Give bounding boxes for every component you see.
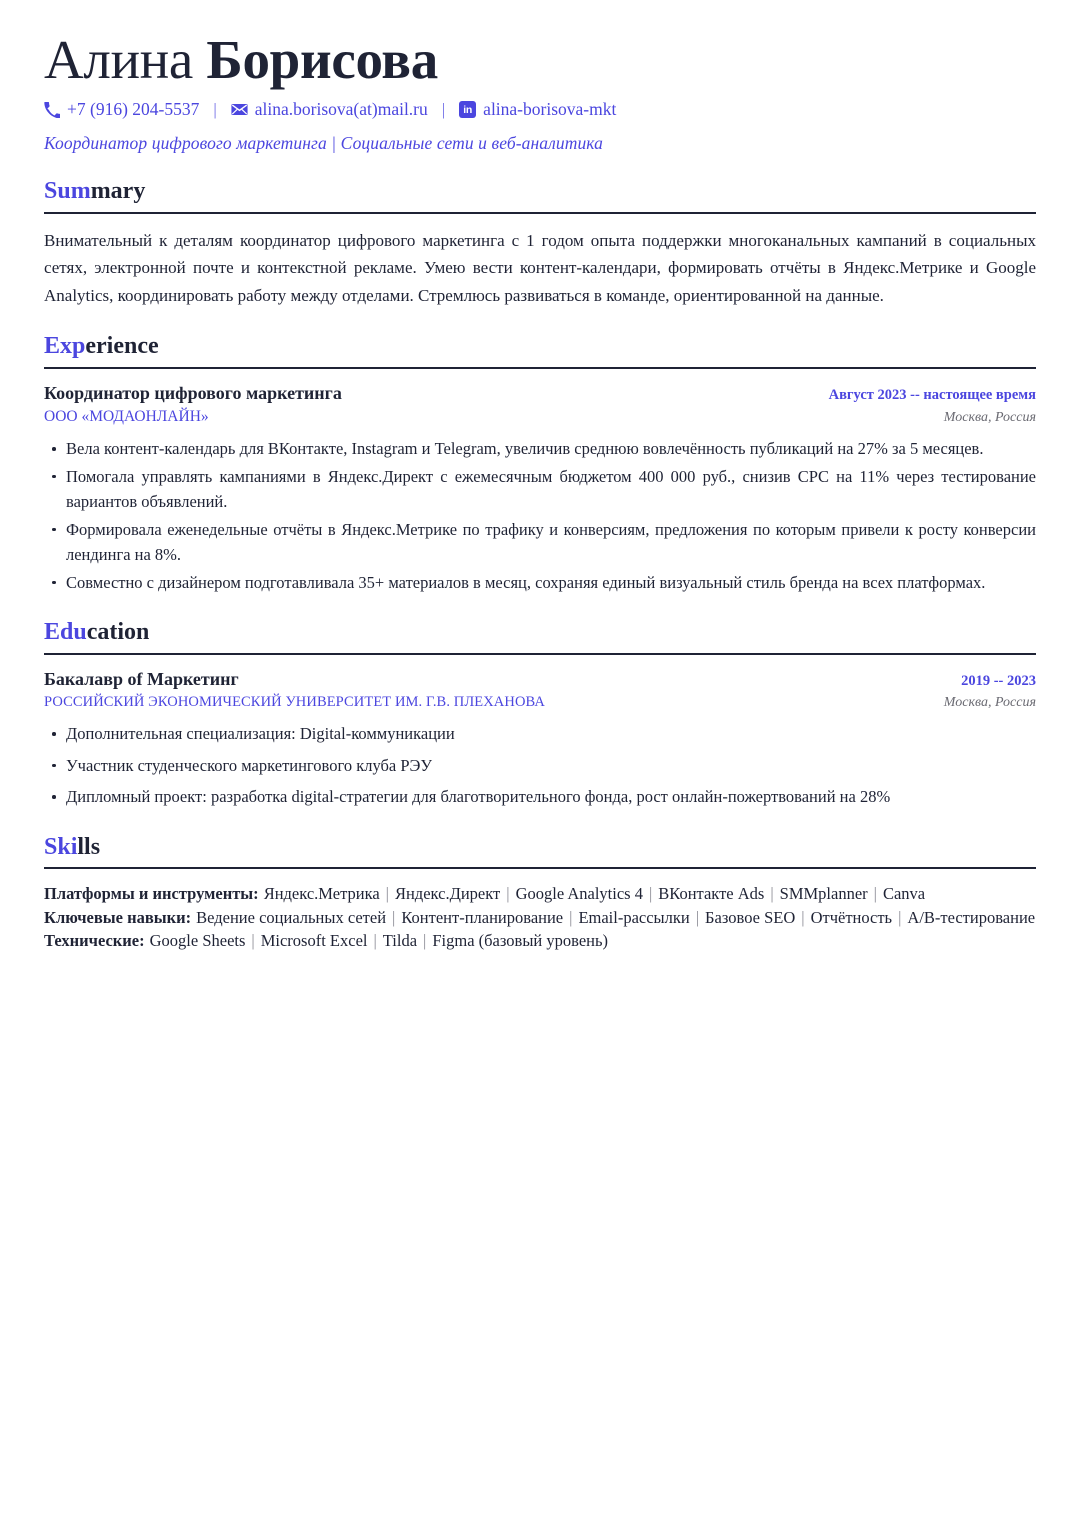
page-title: [44, 30, 1036, 89]
skill-item: Яндекс.Метрика: [263, 884, 380, 904]
section-rule: [44, 367, 1036, 369]
skill-item: Tilda: [382, 931, 418, 951]
envelope-icon: [231, 103, 248, 116]
skill-item: ВКонтакте Ads: [658, 884, 765, 904]
skill-separator: |: [423, 931, 427, 951]
section-rule: [44, 212, 1036, 214]
section-heading-education: [44, 619, 1036, 645]
first-name: Алина: [44, 29, 193, 90]
contact-separator: |: [213, 99, 217, 119]
skill-item: Google Analytics 4: [515, 884, 643, 904]
skill-items: [196, 908, 1035, 927]
list-item: Совместно с дизайнером подготавливала 35+ материалов в месяц, сохраняя единый визуальный стиль бренда на всех платформах.: [44, 570, 1036, 596]
skill-separator: |: [506, 884, 510, 904]
skill-item: A/B-тестирование: [907, 907, 1036, 927]
section-heading-experience: [44, 333, 1036, 359]
skills-list: [44, 882, 1036, 952]
company-name: ООО «МОДАОНЛАЙН»: [44, 408, 209, 426]
skill-item: Базовое SEO: [705, 907, 796, 927]
skill-separator: |: [385, 884, 389, 904]
skill-separator: |: [801, 907, 805, 927]
skill-item: Canva: [882, 884, 926, 904]
skill-group: [44, 882, 1036, 905]
summary-text: Внимательный к деталям координатор цифрового маркетинга с 1 годом опыта поддержки многоканальных кампаний в социальных сетях, электронной почте и контекстной рекламе. Умею вести контент-календари, формировать отчёты в Яндекс.Метрике и Google Analytics, координировать работу между отделами. Стремлюсь развиваться в команде, ориентированной на данные.: [44, 230, 1036, 305]
list-item: Дипломный проект: разработка digital-стратегии для благотворительного фонда, рост онлайн-пожертвований на 28%: [44, 784, 1036, 810]
degree-date-range: 2019 -- 2023: [961, 672, 1036, 689]
contact-phone[interactable]: [44, 99, 199, 120]
skill-item: Отчётность: [810, 907, 893, 927]
skill-separator: |: [251, 931, 255, 951]
job-title: Координатор цифрового маркетинга: [44, 382, 342, 403]
skill-item: Контент-планирование: [401, 907, 564, 927]
skill-separator: |: [392, 907, 396, 927]
heading-rest: cation: [86, 619, 150, 646]
linkedin-icon: in: [459, 101, 476, 118]
skill-item: SMMplanner: [779, 884, 868, 904]
skill-separator: |: [695, 907, 700, 927]
entry-subheader-row: [44, 693, 1036, 713]
contact-separator-2: |: [441, 99, 446, 119]
resume-header: [44, 30, 1036, 154]
skill-item: Microsoft Excel: [260, 931, 368, 951]
linkedin-handle: alina-borisova-mkt: [483, 99, 617, 120]
skill-items: [150, 931, 608, 950]
last-name: Борисова: [206, 29, 438, 90]
heading-highlight: Ski: [44, 833, 78, 860]
job-date-range: Август 2023 -- настоящее время: [828, 386, 1036, 403]
skill-item: Google Sheets: [149, 931, 246, 951]
skill-category-label: Технические:: [44, 931, 145, 951]
experience-entry: [44, 382, 1036, 596]
section-heading-skills: [44, 834, 1036, 860]
section-summary: [44, 178, 1036, 309]
education-bullet-list: [44, 721, 1036, 810]
entry-header-row: [44, 382, 1036, 405]
skill-item: Figma (базовый уровень): [432, 931, 608, 951]
section-education: [44, 619, 1036, 809]
skill-separator: |: [898, 907, 902, 927]
list-item: Участник студенческого маркетингового клуба РЭУ: [44, 753, 1036, 779]
section-skills: [44, 834, 1036, 953]
heading-rest: mary: [90, 178, 146, 205]
heading-highlight: Exp: [44, 333, 86, 360]
list-item: Формировала еженедельные отчёты в Яндекс.Метрике по трафику и конверсиям, предложения по которым привели к росту конверсии лендинга на 8%.: [44, 517, 1036, 568]
job-location: Москва, Россия: [943, 410, 1036, 426]
tagline: Координатор цифрового маркетинга | Социальные сети и веб-аналитика: [44, 133, 604, 154]
section-rule: [44, 867, 1036, 869]
skill-items: [264, 884, 925, 903]
section-experience: [44, 333, 1036, 595]
skill-separator: |: [648, 884, 653, 904]
skill-group: [44, 929, 1036, 952]
email-address: alina.borisova(at)mail.ru: [254, 99, 428, 120]
contact-row: [44, 99, 1036, 120]
entry-subheader-row: [44, 407, 1036, 428]
contact-email[interactable]: [231, 99, 428, 120]
list-item: Дополнительная специализация: Digital-коммуникации: [44, 721, 1036, 747]
institution-name: РОССИЙСКИЙ ЭКОНОМИЧЕСКИЙ УНИВЕРСИТЕТ ИМ. Г.В. ПЛЕХАНОВА: [44, 694, 545, 711]
phone-number: +7 (916) 204-5537: [67, 99, 200, 120]
list-item: Помогала управлять кампаниями в Яндекс.Директ с ежемесячным бюджетом 400 000 руб., снизив CPC на 11% через тестирование вариантов объявлений.: [44, 464, 1036, 515]
skill-separator: |: [873, 884, 877, 904]
contact-linkedin[interactable]: [459, 99, 616, 120]
skill-item: Яндекс.Директ: [394, 884, 501, 904]
skill-item: Ведение социальных сетей: [196, 907, 387, 927]
degree-title: Бакалавр of Маркетинг: [44, 668, 239, 689]
heading-rest: lls: [77, 833, 101, 860]
skill-item: Email-рассылки: [578, 907, 690, 927]
education-entry: [44, 668, 1036, 810]
entry-header-row: [44, 668, 1036, 691]
heading-highlight: Edu: [44, 619, 87, 646]
skill-separator: |: [373, 931, 377, 951]
list-item: Вела контент-календарь для ВКонтакте, Instagram и Telegram, увеличив среднюю вовлечённость публикаций на 27% за 5 месяцев.: [44, 436, 1036, 462]
skill-category-label: Ключевые навыки:: [44, 907, 192, 927]
section-heading-summary: [44, 178, 1036, 204]
skill-separator: |: [569, 907, 573, 927]
skill-separator: |: [770, 884, 774, 904]
section-rule: [44, 653, 1036, 655]
phone-icon: [44, 102, 60, 118]
skill-category-label: Платформы и инструменты:: [44, 884, 259, 904]
skill-group: [44, 906, 1036, 929]
job-bullet-list: [44, 436, 1036, 595]
heading-rest: erience: [85, 333, 159, 360]
heading-highlight: Sum: [44, 178, 91, 205]
institution-location: Москва, Россия: [943, 695, 1036, 711]
